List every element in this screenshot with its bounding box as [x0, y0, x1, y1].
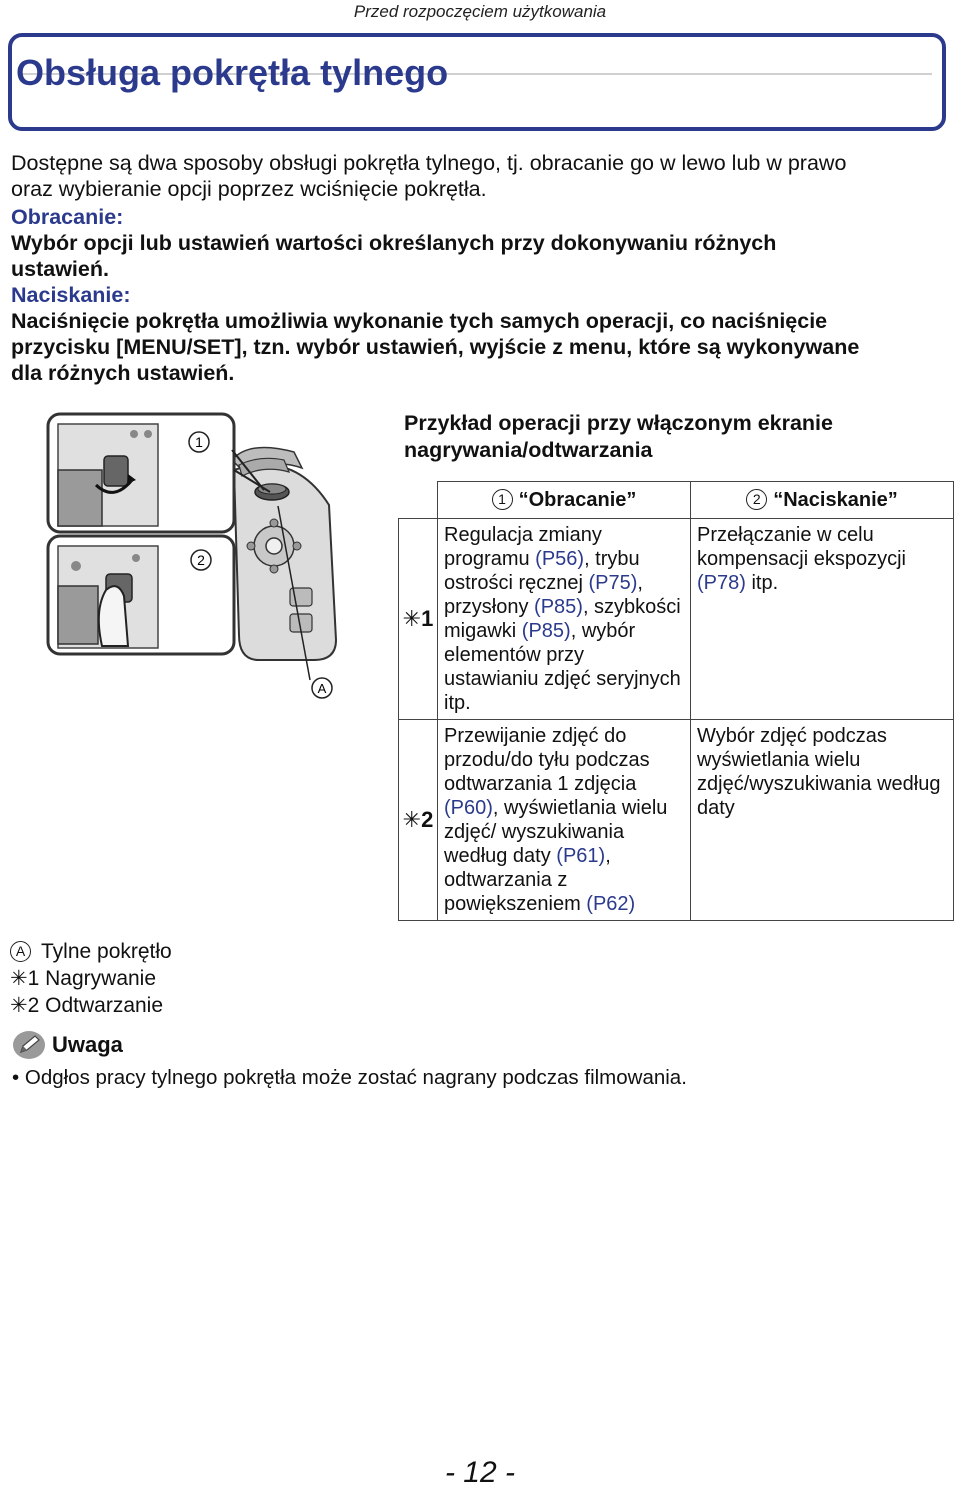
page-ref-link: (P61)	[556, 845, 606, 867]
example-heading-line-2: nagrywania/odtwarzania	[404, 438, 653, 462]
legend-2-text: Odtwarzanie	[45, 994, 164, 1017]
asterisk-icon: ✳	[10, 994, 28, 1017]
row1-press-text: itp.	[745, 572, 779, 594]
intro-line-1: Dostępne są dwa sposoby obsługi pokrętła tylnego, tj. obracanie go w lewo lub w prawo	[11, 151, 847, 175]
table-corner	[399, 482, 438, 519]
col-rotate-label: “Obracanie”	[518, 489, 637, 511]
page-ref-link: (P60)	[444, 797, 493, 819]
row2-rotate-cell	[438, 720, 691, 921]
legend-a-text: Tylne pokrętło	[41, 940, 172, 963]
intro-section	[11, 150, 951, 386]
press-desc-3: dla różnych ustawień.	[11, 361, 235, 385]
rotate-desc-2: ustawień.	[11, 257, 109, 281]
col-press-label: “Naciskanie”	[773, 489, 898, 511]
legend-item-2	[10, 992, 172, 1019]
example-heading	[404, 410, 954, 464]
page-number: - 12 -	[444, 1456, 516, 1489]
table-row	[399, 720, 954, 921]
press-desc-2: przycisku [MENU/SET], tzn. wybór ustawień, wyjście z menu, które są wykonywane	[11, 335, 860, 359]
row-mark-1: 1	[421, 606, 434, 631]
row2-rotate-text: , odtwarzania z powiększeniem	[444, 845, 611, 915]
row1-rotate-text: , szybkości migawki	[444, 596, 681, 642]
table-row	[399, 519, 954, 720]
page-ref-link: (P62)	[586, 893, 636, 915]
legend-item-1	[10, 965, 172, 992]
page-ref-link: (P78)	[697, 572, 746, 594]
legend-1-mark: 1	[27, 967, 40, 990]
inset-rotate	[48, 414, 234, 532]
col-header-press	[691, 482, 954, 519]
legend-item-a	[10, 938, 172, 965]
example-heading-line-1: Przykład operacji przy włączonym ekranie	[404, 411, 833, 435]
page-ref-link: (P56)	[535, 548, 585, 570]
row1-rotate-cell	[438, 519, 691, 720]
press-desc-1: Naciśnięcie pokrętła umożliwia wykonanie tych samych operacji, co naciśnięcie	[11, 309, 828, 333]
rotate-header: Obracanie:	[11, 205, 124, 229]
operations-table	[398, 481, 954, 921]
figure-label-a: A	[317, 681, 327, 696]
page-ref-link: (P75)	[588, 572, 638, 594]
intro-line-2: oraz wybieranie opcji poprzez wciśnięcie pokrętła.	[11, 177, 487, 201]
page-ref-link: (P85)	[534, 596, 583, 618]
row1-rotate-text: Regulacja zmiany programu	[444, 524, 602, 570]
camera-illustration	[44, 410, 344, 710]
row2-rotate-text: , wyświetlania wielu zdjęć/ wyszukiwania według daty	[444, 797, 668, 867]
note-section	[12, 1030, 952, 1090]
note-item: • Odgłos pracy tylnego pokrętła może zostać nagrany podczas filmowania.	[12, 1066, 687, 1089]
row2-rotate-text: Przewijanie zdjęć do przodu/do tyłu podczas odtwarzania 1 zdjęcia	[444, 725, 650, 795]
col-press-number: 2	[746, 489, 767, 510]
row1-press-cell	[691, 519, 954, 720]
col-header-rotate	[438, 482, 691, 519]
row1-rotate-text: , przysłony	[444, 572, 643, 618]
legend-2-mark: 2	[27, 994, 40, 1017]
pencil-note-icon	[12, 1030, 46, 1060]
legend-a-mark: A	[10, 941, 31, 962]
row-mark-playback: ✳2	[399, 720, 438, 921]
page-title: Obsługa pokrętła tylnego	[16, 52, 449, 93]
table-header-row	[399, 482, 954, 519]
note-title: Uwaga	[52, 1032, 123, 1057]
figure-label-2: 2	[197, 552, 205, 568]
row-mark-2: 2	[421, 807, 434, 832]
page-ref-link: (P85)	[521, 620, 571, 642]
figure-legend	[10, 938, 172, 1019]
row1-rotate-text: , wybór elementów przy ustawianiu zdjęć seryjnych itp.	[444, 620, 681, 714]
row1-rotate-text: , trybu ostrości ręcznej	[444, 548, 640, 594]
row2-press-cell: Wybór zdjęć podczas wyświetlania wielu zdjęć/wyszukiwania według daty	[691, 720, 954, 921]
row1-press-text: Przełączanie w celu kompensacji ekspozycji	[697, 524, 906, 570]
legend-1-text: Nagrywanie	[45, 967, 157, 990]
asterisk-icon: ✳	[10, 967, 28, 990]
row-mark-recording: ✳1	[399, 519, 438, 720]
col-rotate-number: 1	[492, 489, 513, 510]
page-header: Przed rozpoczęciem użytkowania	[353, 2, 607, 21]
figure-label-1: 1	[195, 434, 203, 450]
press-header: Naciskanie:	[11, 283, 131, 307]
rotate-desc-1: Wybór opcji lub ustawień wartości określanych przy dokonywaniu różnych	[11, 231, 777, 255]
note-header	[12, 1030, 952, 1060]
